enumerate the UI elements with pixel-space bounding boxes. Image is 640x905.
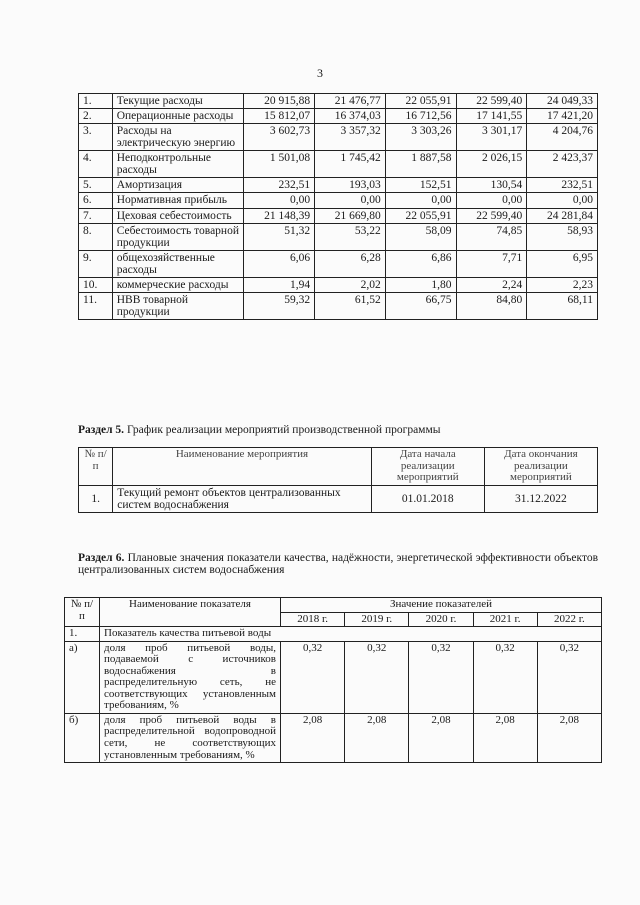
indicator-value: 2,08 xyxy=(281,713,345,762)
table-row xyxy=(79,178,598,193)
row-value: 68,11 xyxy=(527,292,598,319)
row-name: Цеховая себестоимость xyxy=(112,208,244,223)
row-value: 152,51 xyxy=(385,178,456,193)
indicator-value: 0,32 xyxy=(537,641,601,713)
indicator-value: 2,08 xyxy=(409,713,473,762)
table-row xyxy=(79,292,598,319)
row-value: 84,80 xyxy=(456,292,527,319)
end-date: 31.12.2022 xyxy=(484,485,597,512)
row-value: 1,80 xyxy=(385,277,456,292)
row-name: Себестоимость товарной продукции xyxy=(112,223,244,250)
year-header: 2018 г. xyxy=(281,612,345,627)
indicator-name: доля проб питьевой воды, подаваемой с источников водоснабжения в распределительную сеть, не соответствующих установленным требованиям, % xyxy=(100,641,281,713)
group-row xyxy=(65,627,602,642)
row-value: 74,85 xyxy=(456,223,527,250)
row-value: 2,24 xyxy=(456,277,527,292)
indicator-value: 0,32 xyxy=(345,641,409,713)
row-value: 0,00 xyxy=(315,193,386,208)
row-value: 59,32 xyxy=(244,292,315,319)
row-number: 2. xyxy=(79,109,113,124)
row-value: 3 602,73 xyxy=(244,124,315,151)
row-value: 1 745,42 xyxy=(315,151,386,178)
row-number: а) xyxy=(65,641,100,713)
row-value: 15 812,07 xyxy=(244,109,315,124)
row-value: 0,00 xyxy=(456,193,527,208)
row-value: 16 374,03 xyxy=(315,109,386,124)
row-value: 51,32 xyxy=(244,223,315,250)
row-value: 24 049,33 xyxy=(527,94,598,109)
row-number: 11. xyxy=(79,292,113,319)
indicator-value: 0,32 xyxy=(281,641,345,713)
row-value: 1 887,58 xyxy=(385,151,456,178)
row-value: 3 357,32 xyxy=(315,124,386,151)
year-header: 2019 г. xyxy=(345,612,409,627)
year-header: 2022 г. xyxy=(537,612,601,627)
row-value: 7,71 xyxy=(456,250,527,277)
group-name: Показатель качества питьевой воды xyxy=(100,627,602,642)
row-value: 1 501,08 xyxy=(244,151,315,178)
section6-title: Плановые значения показатели качества, надёжности, энергетической эффективности объектов централизованных систем водоснабжения xyxy=(78,552,599,576)
page-number: 3 xyxy=(317,66,323,80)
indicator-value: 2,08 xyxy=(473,713,537,762)
indicator-value: 2,08 xyxy=(537,713,601,762)
row-value: 17 141,55 xyxy=(456,109,527,124)
indicator-value: 0,32 xyxy=(473,641,537,713)
row-name: Амортизация xyxy=(112,178,244,193)
costs-table xyxy=(78,93,598,320)
row-value: 130,54 xyxy=(456,178,527,193)
table-row xyxy=(79,485,598,512)
row-name: НВВ товарной продукции xyxy=(112,292,244,319)
row-value: 24 281,84 xyxy=(527,208,598,223)
row-value: 17 421,20 xyxy=(527,109,598,124)
table-row xyxy=(79,124,598,151)
values-header: Значение показателей xyxy=(281,598,602,613)
schedule-table xyxy=(78,447,598,513)
col-end-header: Дата окончания реализации мероприятий xyxy=(484,448,597,486)
col-name-header: Наименование мероприятия xyxy=(113,448,371,486)
row-value: 6,28 xyxy=(315,250,386,277)
row-value: 22 599,40 xyxy=(456,208,527,223)
indicators-table xyxy=(64,597,602,763)
row-number: 1. xyxy=(79,94,113,109)
row-number: 1. xyxy=(79,485,113,512)
row-value: 3 303,26 xyxy=(385,124,456,151)
row-number: 3. xyxy=(79,124,113,151)
row-value: 232,51 xyxy=(527,178,598,193)
row-name: общехозяйственные расходы xyxy=(112,250,244,277)
row-value: 0,00 xyxy=(385,193,456,208)
row-value: 0,00 xyxy=(244,193,315,208)
row-name: Текущие расходы xyxy=(112,94,244,109)
indicator-name: доля проб питьевой воды в распределительной водопроводной сети, не соответствующих установленным требованиям, % xyxy=(100,713,281,762)
row-value: 3 301,17 xyxy=(456,124,527,151)
row-value: 6,95 xyxy=(527,250,598,277)
row-value: 232,51 xyxy=(244,178,315,193)
group-number: 1. xyxy=(65,627,100,642)
row-number: 8. xyxy=(79,223,113,250)
row-value: 0,00 xyxy=(527,193,598,208)
row-value: 20 915,88 xyxy=(244,94,315,109)
row-value: 22 055,91 xyxy=(385,208,456,223)
table-row xyxy=(65,641,602,713)
row-name: Нормативная прибыль xyxy=(112,193,244,208)
table-row xyxy=(65,713,602,762)
start-date: 01.01.2018 xyxy=(371,485,484,512)
row-value: 1,94 xyxy=(244,277,315,292)
row-value: 53,22 xyxy=(315,223,386,250)
row-value: 22 055,91 xyxy=(385,94,456,109)
table-row xyxy=(79,223,598,250)
table-row xyxy=(79,193,598,208)
indicator-value: 2,08 xyxy=(345,713,409,762)
row-name: коммерческие расходы xyxy=(112,277,244,292)
row-number: 10. xyxy=(79,277,113,292)
section5-label: Раздел 5. xyxy=(78,424,125,436)
row-value: 21 669,80 xyxy=(315,208,386,223)
table-row xyxy=(79,94,598,109)
row-value: 6,86 xyxy=(385,250,456,277)
row-number: 5. xyxy=(79,178,113,193)
table-row xyxy=(79,109,598,124)
table-row xyxy=(79,151,598,178)
row-number: 4. xyxy=(79,151,113,178)
row-name: Расходы на электрическую энергию xyxy=(112,124,244,151)
table-row xyxy=(79,208,598,223)
col-name-header: Наименование показателя xyxy=(100,598,281,627)
year-header: 2020 г. xyxy=(409,612,473,627)
row-value: 58,09 xyxy=(385,223,456,250)
row-value: 66,75 xyxy=(385,292,456,319)
row-number: 7. xyxy=(79,208,113,223)
row-value: 22 599,40 xyxy=(456,94,527,109)
row-value: 2,02 xyxy=(315,277,386,292)
row-number: 6. xyxy=(79,193,113,208)
row-number: 9. xyxy=(79,250,113,277)
row-name: Неподконтрольные расходы xyxy=(112,151,244,178)
row-value: 58,93 xyxy=(527,223,598,250)
indicator-value: 0,32 xyxy=(409,641,473,713)
section5-title: График реализации мероприятий производственной программы xyxy=(126,424,441,436)
row-value: 2 026,15 xyxy=(456,151,527,178)
section5-heading xyxy=(78,424,440,436)
row-value: 61,52 xyxy=(315,292,386,319)
row-value: 6,06 xyxy=(244,250,315,277)
activity-name: Текущий ремонт объектов централизованных систем водоснабжения xyxy=(113,485,371,512)
row-value: 21 148,39 xyxy=(244,208,315,223)
table-row xyxy=(79,250,598,277)
row-value: 16 712,56 xyxy=(385,109,456,124)
row-value: 193,03 xyxy=(315,178,386,193)
col-num-header: № п/п xyxy=(65,598,100,627)
row-number: б) xyxy=(65,713,100,762)
row-value: 2,23 xyxy=(527,277,598,292)
table-row xyxy=(79,277,598,292)
section6-label: Раздел 6. xyxy=(78,552,125,564)
row-name: Операционные расходы xyxy=(112,109,244,124)
row-value: 4 204,76 xyxy=(527,124,598,151)
col-num-header: № п/п xyxy=(79,448,113,486)
row-value: 21 476,77 xyxy=(315,94,386,109)
year-header: 2021 г. xyxy=(473,612,537,627)
row-value: 2 423,37 xyxy=(527,151,598,178)
section6-heading xyxy=(78,552,598,576)
col-start-header: Дата начала реализации мероприятий xyxy=(371,448,484,486)
